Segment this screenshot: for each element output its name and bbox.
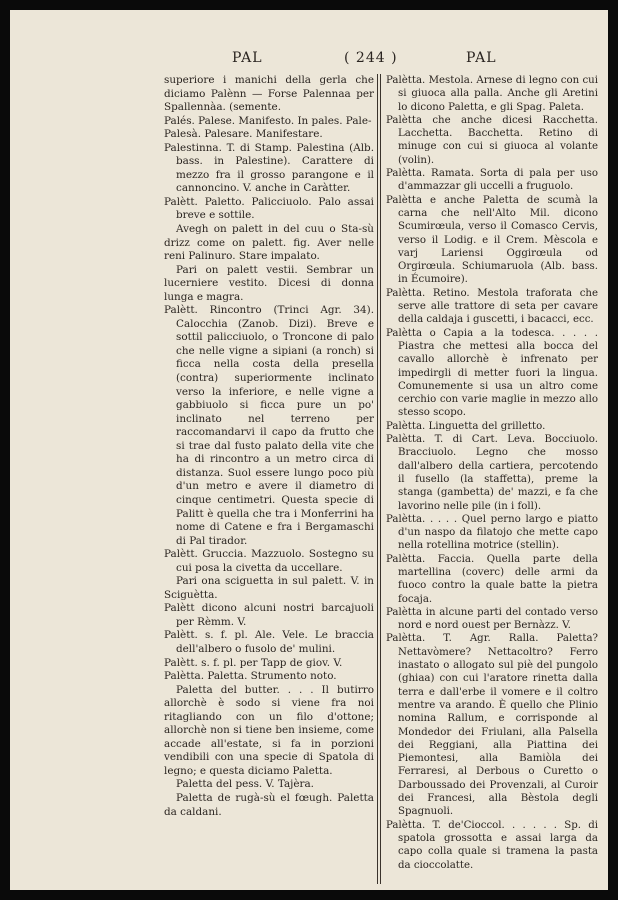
dictionary-entry: Palètta. Ramata. Sorta di pala per uso d'ammazzar gli uccelli a fruguolo. [386,168,598,193]
page [10,10,608,890]
running-header [10,50,608,70]
dictionary-entry: Pari on palett vestii. Sembrar un lucerniere vestito. Dicesi di donna lunga e magra. [164,263,374,303]
dictionary-entry: Palètt. s. f. pl. per Tapp de giov. V. [164,656,343,669]
header-left-word: PAL [232,50,263,66]
dictionary-entry: Palètta. Paletta. Strumento noto. [164,670,337,683]
dictionary-entry: Palètta. T. de'Cioccol. . . . . . Sp. di spatola grossotta e assai larga da capo colla quale si tramena la pasta da cioccolatte. [386,819,598,871]
dictionary-entry: Palètta. Retino. Mestola traforata che serve alle trattore di seta per cavare della caldaja i guscetti, i bacacci, ecc. [386,287,598,326]
dictionary-entry: Pari ona sciguetta in sul palett. V. in Sciguètta. [164,575,374,601]
dictionary-entry: Paletta del butter. . . . Il butirro allorchè è sodo si viene fra noi ritagliando con un filo d'ottone; allorchè non si tiene ben insieme, come accade all'estate, si fa in porzioni vendibili con una specie di Spatola di legno; e questa diciamo Paletta. [164,683,374,777]
page-number: ( 244 ) [344,50,398,66]
header-right-word: PAL [466,50,497,66]
dictionary-entry: superiore i manichi della gerla che diciamo Palènn — Forse Palennaa per Spallennàa. (semente. [164,74,374,114]
dictionary-entry: Palètta. T. Agr. Ralla. Paletta? Nettavòmere? Nettacoltro? Ferro inastato o allogato sul piè del pungolo (ghiaa) con cui l'aratore rinetta dalla terra e dall'erbe il vomere e il coltro mentre va arando. È quello che Plinio nomina Rallum, e corrisponde al Mondedor dei Friulani, alla Palsella dei Reggiani, alla Piattina dei Piemontesi, alla Bamiòla dei Ferraresi, al Derbous o Curetto o Darboussado dei Provenzali, al Curoir dei Francesi, alla Bèstola degli Spagnuoli. [386,633,598,818]
dictionary-entry: Palètt. Rincontro (Trinci Agr. 34). Calocchia (Zanob. Dizi). Breve e sottil palicciuolo, o Troncone di palo che nelle vigne a sipiani (a ronch) si ficca nella costa della presella (contra) superiormente inclinato verso la inferiore, e nelle vigne a gabbiuolo si ficca pure un po' inclinato nel terreno per raccomandarvi il capo da frutto che si trae dal fusto palato della vite che ha di rincontro a un metro circa di distanza. Suol essere lungo poco più d'un metro e avere il diametro di cinque centimetri. Questa specie di Palitt è quella che tra i Monferrini ha nome di Catene e fra i Bergamaschi di Pal tirador. [164,304,374,547]
dictionary-entry: Palètt dicono alcuni nostri barcajuoli per Rèmm. V. [164,602,374,628]
dictionary-entry: Palés. Palese. Manifesto. In pales. Pale- [164,114,372,127]
dictionary-entry: Palètta. . . . . Quel perno largo e piatto d'un naspo da filatojo che mette capo nella rotellina motrice (stellin). [386,513,598,552]
dictionary-entry: Paletta de rugà-sù el fœugh. Paletta da caldani. [164,791,374,818]
dictionary-entry: Paletta del pess. V. Tajèra. [176,778,314,791]
dictionary-entry: Palètta o Capia a la todesca. . . . . Piastra che mettesi alla bocca del cavallo allorchè è infrenato per impedirgli di metter fuori la lingua. Comunemente si usa un altro come cerchio con varie maglie in mezzo allo stesso scopo. [386,327,598,419]
column-divider-rule [380,74,381,884]
column-divider-rule [377,74,378,884]
dictionary-entry: Palètta. Mestola. Arnese di legno con cui si giuoca alla palla. Anche gli Aretini lo dicono Paletta, e gli Spag. Paleta. [386,75,598,113]
dictionary-entry: Palesà. Palesare. Manifestare. [164,128,323,141]
dictionary-entry: Palètt. s. f. pl. Ale. Vele. Le braccia dell'albero o fusolo de' mulini. [164,629,374,655]
dictionary-entry: Palètta. Linguetta del grilletto. [386,420,546,432]
right-column [386,74,598,872]
dictionary-entry: Palètta che anche dicesi Racchetta. Lacchetta. Bacchetta. Retino di minuge con cui si giuoca al volante (volin). [386,114,598,166]
dictionary-entry: Palètt. Paletto. Palicciuolo. Palo assai breve e sottile. [164,195,374,222]
dictionary-entry: Avegh on palett in del cuu o Sta-sù drizz come on palett. fig. Aver nelle reni Palinuro. Stare impalato. [164,223,374,263]
dictionary-entry: Palètta. Faccia. Quella parte della martellina (coverc) delle armi da fuoco contro la quale batte la pietra focaja. [386,553,598,605]
dictionary-entry: Palètta in alcune parti del contado verso nord e nord ouest per Bernàzz. V. [386,606,598,632]
dictionary-entry: Palètta e anche Paletta de scumà la carna che nell'Alto Mil. dicono Scumirœula, verso il Comasco Cervis, verso il Lodig. e il Crem. Mèscola e varj Lariensi Oggirœula od Orgirœula. Schiumaruola (Alb. bass. in Écumoire). [386,194,598,286]
dictionary-entry: Palestinna. T. di Stamp. Palestina (Alb. bass. in Palestine). Carattere di mezzo fra il grosso parangone e il cannoncino. V. anche in Caràtter. [164,141,374,195]
dictionary-entry: Palètt. Gruccia. Mazzuolo. Sostegno su cui posa la civetta da uccellare. [164,548,374,574]
left-column [164,74,374,819]
dictionary-entry: Palètta. T. di Cart. Leva. Bocciuolo. Bracciuolo. Legno che mosso dall'albero della cartiera, percotendo il fusello (la staffetta), preme la stanga (gambetta) de' mazzi, e fa che lavorino nelle pile (in i foll). [386,434,598,512]
